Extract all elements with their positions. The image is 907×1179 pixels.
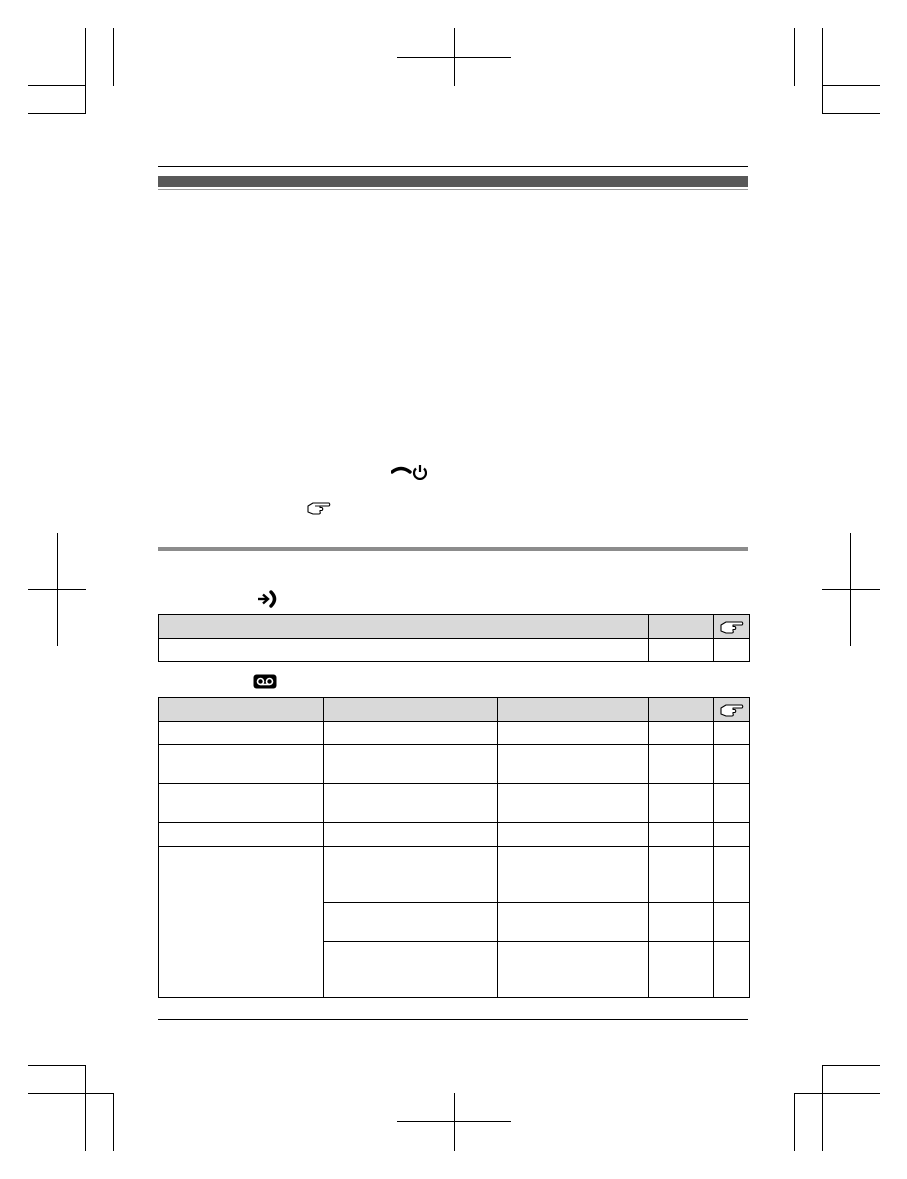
table-cell xyxy=(324,823,498,847)
crop-mark xyxy=(822,86,823,114)
answering-machine-icon xyxy=(253,674,277,689)
table-cell xyxy=(498,722,649,745)
table-cell xyxy=(649,745,714,784)
table-cell xyxy=(324,745,498,784)
table-cell xyxy=(498,903,649,942)
crop-mark xyxy=(822,1065,823,1151)
table-cell xyxy=(159,722,324,745)
table-row xyxy=(159,847,750,903)
feature-table-2 xyxy=(158,697,750,998)
crop-mark xyxy=(28,85,86,86)
table-cell xyxy=(498,823,649,847)
table-cell xyxy=(498,847,649,903)
table-cell xyxy=(324,722,498,745)
table-cell xyxy=(159,745,324,784)
table-cell xyxy=(714,823,750,847)
table-header-row xyxy=(159,698,750,722)
table-cell xyxy=(159,639,649,662)
pointing-hand-icon xyxy=(307,501,331,515)
crop-mark xyxy=(822,1065,880,1066)
crop-mark xyxy=(822,113,880,114)
table-row xyxy=(159,823,750,847)
table-header-row xyxy=(159,615,750,639)
crop-mark xyxy=(454,28,455,86)
crop-mark xyxy=(794,1093,795,1151)
header-underline xyxy=(158,189,748,190)
table-header-cell xyxy=(324,698,498,722)
table-cell xyxy=(714,784,750,823)
crop-mark xyxy=(85,1065,86,1151)
crop-mark xyxy=(85,86,86,114)
table-cell-merged xyxy=(159,847,324,998)
crop-mark xyxy=(113,28,114,86)
table-header-cell xyxy=(649,698,714,722)
table-cell xyxy=(498,784,649,823)
table-row xyxy=(159,722,750,745)
table-cell xyxy=(649,784,714,823)
table-cell xyxy=(324,847,498,903)
table-header-cell xyxy=(649,615,714,639)
pointing-hand-icon xyxy=(720,703,744,717)
table-cell xyxy=(649,942,714,998)
table-row xyxy=(159,745,750,784)
table-cell xyxy=(498,942,649,998)
pointing-hand-icon xyxy=(720,620,744,634)
crop-mark xyxy=(822,28,823,86)
table-cell xyxy=(159,784,324,823)
table-cell xyxy=(498,745,649,784)
crop-mark xyxy=(28,113,86,114)
table-header-cell xyxy=(498,698,649,722)
crop-mark xyxy=(85,28,86,86)
table-cell xyxy=(324,784,498,823)
table-cell xyxy=(649,639,714,662)
table-cell xyxy=(714,639,750,662)
table-cell xyxy=(714,942,750,998)
header-bar xyxy=(158,176,748,187)
crop-mark xyxy=(822,85,880,86)
crop-mark xyxy=(822,589,880,590)
crop-mark xyxy=(850,533,851,646)
table-cell xyxy=(714,722,750,745)
table-cell xyxy=(649,722,714,745)
reference-column-header xyxy=(714,615,750,639)
table-row xyxy=(159,639,750,662)
table-cell xyxy=(714,847,750,903)
table-cell xyxy=(649,823,714,847)
off-power-key-icon xyxy=(391,464,427,480)
table-cell xyxy=(714,903,750,942)
crop-mark xyxy=(57,533,58,646)
feature-table-1 xyxy=(158,614,750,662)
crop-mark xyxy=(28,1065,86,1066)
table-row xyxy=(159,784,750,823)
header-rule xyxy=(158,166,748,167)
table-header-cell xyxy=(159,698,324,722)
footer-rule xyxy=(158,1019,748,1020)
table-cell xyxy=(649,903,714,942)
crop-mark xyxy=(28,1093,114,1094)
section-divider xyxy=(158,547,748,551)
crop-mark xyxy=(113,1093,114,1151)
crop-mark xyxy=(794,28,795,86)
table-cell xyxy=(649,847,714,903)
crop-mark xyxy=(794,1093,880,1094)
table-cell xyxy=(324,903,498,942)
table-cell xyxy=(324,942,498,998)
table-header-cell xyxy=(159,615,649,639)
reference-column-header xyxy=(714,698,750,722)
table-cell xyxy=(714,745,750,784)
crop-mark xyxy=(454,1093,455,1151)
call-forward-icon xyxy=(257,590,279,608)
table-cell xyxy=(159,823,324,847)
